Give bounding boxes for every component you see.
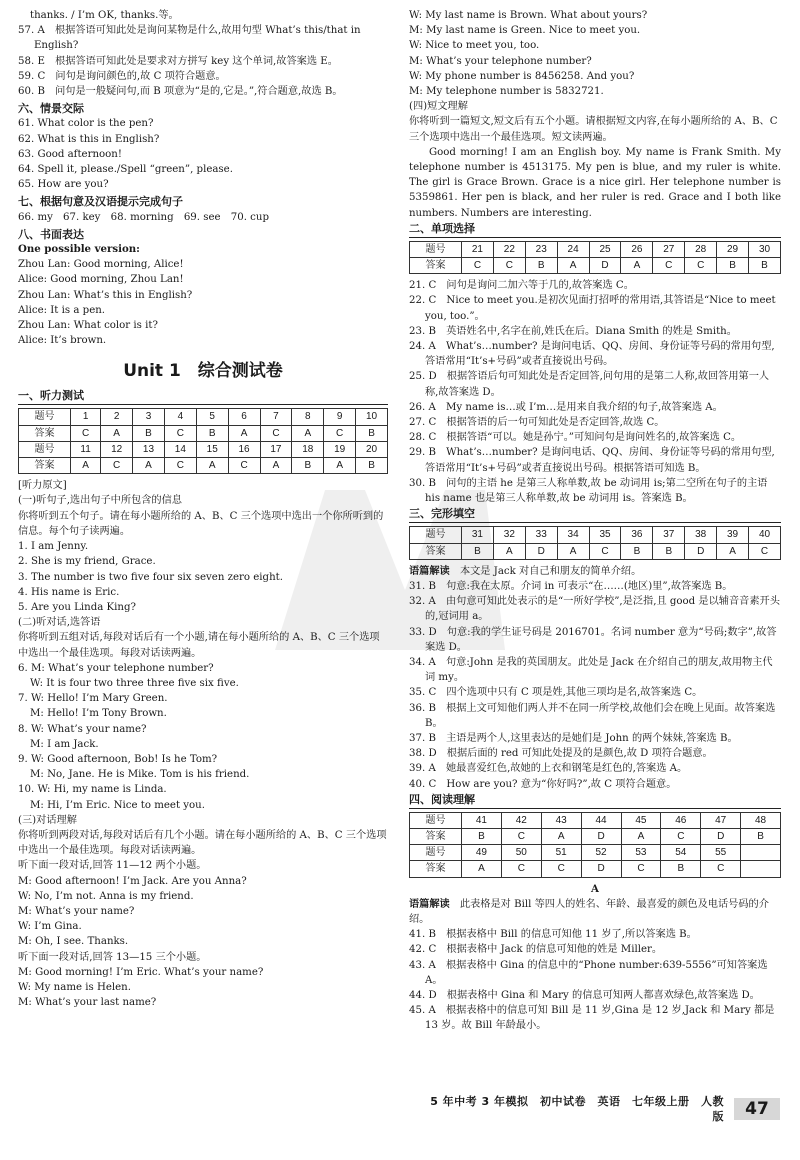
table-cell: C — [228, 458, 260, 474]
listening-text: W: My last name is Brown. What about yours? — [409, 10, 648, 21]
passage-text: Good morning! I am an English boy. My name is Frank Smith. My telephone number is 4513175. My pen is blue, and my ruler is white. The girl is Grace Brown. Grace is a nice girl. Her telephone number is 5359861. Her pen is black, and her ruler is red. Grace and I both like numbers. Numbers are interesting. — [409, 146, 781, 219]
answer-item: 35. C 四个选项中只有 C 项是姓,其他三项均是名,故答案选 C。 — [409, 687, 703, 699]
dialogue-line: Alice: It is a pen. — [18, 304, 106, 316]
table-row — [19, 409, 388, 425]
reading-note-label: 语篇解读 — [409, 565, 450, 577]
table-cell: C — [164, 425, 196, 441]
table-cell: 9 — [324, 409, 356, 425]
listening-text: M: No, Jane. He is Mike. Tom is his friend. — [30, 769, 250, 781]
listening-text: 4. His name is Eric. — [18, 586, 120, 598]
answer-table — [409, 526, 781, 559]
table-cell: D — [589, 258, 621, 274]
listening-text: 7. W: Hello! I’m Mary Green. — [18, 693, 168, 705]
table-cell: B — [356, 458, 388, 474]
section-heading: 二、单项选择 — [409, 221, 781, 238]
table-row — [410, 861, 781, 877]
table-cell: D — [701, 828, 741, 844]
table-cell: 42 — [501, 812, 541, 828]
table-cell: 3 — [133, 409, 165, 425]
table-cell: 4 — [164, 409, 196, 425]
listening-text: 你将听到五组对话,每段对话后有一个小题,请在每小题所给的 A、B、C 三个选项中选出一个最佳选项。每段对话读两遍。 — [18, 632, 380, 659]
listening-text: M: What’s your telephone number? — [409, 55, 592, 67]
table-cell: 53 — [621, 845, 661, 861]
listening-text: M: My last name is Green. Nice to meet you. — [409, 25, 641, 37]
section-heading: 三、完形填空 — [409, 506, 781, 523]
answer-item: 57. A 根据答语可知此处是询问某物是什么,故用句型 What’s this/that in English? — [18, 25, 361, 52]
table-cell: D — [525, 543, 557, 559]
answer-item: 63. Good afternoon! — [18, 148, 122, 160]
table-cell: 12 — [101, 441, 133, 457]
answer-item: 40. C How are you? 意为“你好吗?”,故 C 项符合题意。 — [409, 778, 677, 790]
listening-text: 听下面一段对话,回答 13—15 三个小题。 — [18, 951, 207, 963]
table-cell: 7 — [260, 409, 292, 425]
table-row — [410, 812, 781, 828]
dialogue-line: Zhou Lan: What color is it? — [18, 320, 158, 332]
answer-table — [409, 812, 781, 878]
table-cell: 24 — [557, 241, 589, 257]
table-cell: A — [541, 828, 581, 844]
listening-text: 你将听到两段对话,每段对话后有几个小题。请在每小题所给的 A、B、C 三个选项中选出一个最佳选项。每段对话读两遍。 — [18, 829, 387, 857]
listening-text: (一)听句子,选出句子中所包含的信息 — [18, 495, 182, 507]
page-footer — [420, 1094, 780, 1123]
listening-text: W: It is four two three three five six five. — [30, 677, 239, 689]
answer-item: 31. B 句意:我在太原。介词 in 可表示“在……(地区)里”,故答案选 B。 — [409, 580, 733, 592]
table-cell: 10 — [356, 409, 388, 425]
table-cell: B — [356, 425, 388, 441]
answer-item: 28. C 根据答语“可以。她是孙宁。”可知问句是询问姓名的,故答案选 C。 — [409, 432, 742, 444]
table-cell: 题号 — [19, 441, 71, 457]
unit-title: Unit 1 综合测试卷 — [123, 361, 283, 382]
answer-item: 42. C 根据表格中 Jack 的信息可知他的姓是 Miller。 — [409, 944, 663, 956]
table-cell: A — [260, 458, 292, 474]
table-cell: 16 — [228, 441, 260, 457]
table-cell: A — [557, 258, 589, 274]
table-cell: 39 — [717, 527, 749, 543]
dialogue-line: Alice: Good morning, Zhou Lan! — [18, 274, 184, 286]
table-cell: C — [661, 828, 701, 844]
listening-text: W: My name is Helen. — [18, 981, 131, 993]
table-cell: 33 — [525, 527, 557, 543]
table-cell: C — [749, 543, 781, 559]
listening-text: M: Good afternoon! I’m Jack. Are you Anna? — [18, 875, 247, 887]
table-cell: 题号 — [410, 241, 462, 257]
listening-text: 1. I am Jenny. — [18, 541, 89, 553]
table-cell: 52 — [581, 845, 621, 861]
table-cell: 17 — [260, 441, 292, 457]
left-column — [18, 8, 388, 1010]
table-cell: 43 — [541, 812, 581, 828]
table-cell: A — [196, 458, 228, 474]
table-cell: C — [71, 425, 101, 441]
listening-text: (四)短文理解 — [409, 101, 468, 113]
table-cell: 36 — [621, 527, 653, 543]
table-cell: B — [717, 258, 749, 274]
listening-text: M: What’s your last name? — [18, 997, 157, 1009]
table-cell: 题号 — [19, 409, 71, 425]
reading-note-text: 本文是 Jack 对自己和朋友的简单介绍。 — [459, 565, 642, 577]
listening-text: M: I am Jack. — [30, 738, 99, 750]
table-row — [410, 527, 781, 543]
table-row — [19, 425, 388, 441]
answer-item: 30. B 问句的主语 he 是第三人称单数,故 be 动词用 is;第二空所在句子的主语 his name 也是第三人称单数,故 be 动词用 is。答案选 B。 — [409, 477, 768, 505]
table-cell: 41 — [462, 812, 502, 828]
section-heading: 六、情景交际 — [18, 102, 84, 116]
answer-item: 26. A My name is…或 I’m…是用来自我介绍的句子,故答案选 A。 — [409, 401, 723, 413]
table-cell: 55 — [701, 845, 741, 861]
table-cell: 19 — [324, 441, 356, 457]
listening-text: 10. W: Hi, my name is Linda. — [18, 784, 167, 796]
section-heading: 一、听力测试 — [18, 388, 388, 405]
table-cell: 14 — [164, 441, 196, 457]
table-cell: 48 — [741, 812, 781, 828]
table-cell: C — [462, 258, 494, 274]
table-cell: C — [164, 458, 196, 474]
dialogue-line: Alice: It’s brown. — [18, 335, 107, 347]
answer-item: 39. A 她最喜爱红色,故她的上衣和钢笔是红色的,答案选 A。 — [409, 763, 688, 775]
page-number: 47 — [734, 1098, 780, 1120]
answer-item: 23. B 英语姓名中,名字在前,姓氏在后。Diana Smith 的姓是 Smith。 — [409, 325, 737, 337]
table-cell: A — [621, 828, 661, 844]
table-cell: B — [741, 828, 781, 844]
table-cell: 49 — [462, 845, 502, 861]
table-cell: C — [541, 861, 581, 877]
table-cell: B — [525, 258, 557, 274]
answer-table — [18, 408, 388, 474]
table-cell: C — [501, 861, 541, 877]
table-cell: B — [196, 425, 228, 441]
answer-item: 65. How are you? — [18, 179, 109, 191]
table-cell: 30 — [749, 241, 781, 257]
listening-text: [听力原文] — [18, 480, 67, 492]
table-cell: 32 — [493, 527, 525, 543]
listening-text: 2. She is my friend, Grace. — [18, 556, 156, 568]
footer-title: 5 年中考 3 年模拟 初中试卷 英语 七年级上册 人教版 — [430, 1094, 724, 1123]
table-row — [19, 441, 388, 457]
listening-text: 3. The number is two five four six seven zero eight. — [18, 571, 283, 583]
listening-text: 你将听到五个句子。请在每小题所给的 A、B、C 三个选项中选出一个你所听到的信息。每个句子读两遍。 — [18, 510, 384, 537]
table-cell: 26 — [621, 241, 653, 257]
table-cell: B — [661, 861, 701, 877]
answer-item: 44. D 根据表格中 Gina 和 Mary 的信息可知两人都喜欢绿色,故答案选 D。 — [409, 989, 760, 1001]
answer-item: 34. A 句意:John 是我的英国朋友。此处是 Jack 在介绍自己的朋友,故用物主代词 my。 — [409, 656, 773, 684]
answer-item: 24. A What’s…number? 是询问电话、QQ、房间、身份证等号码的常用句型,答语常用“It’s+号码”或者直接说出号码。 — [409, 341, 775, 368]
listening-text: W: I’m Gina. — [18, 921, 82, 933]
table-cell: C — [493, 258, 525, 274]
listening-text: 5. Are you Linda King? — [18, 601, 136, 613]
listening-text: M: Good morning! I’m Eric. What’s your name? — [18, 966, 264, 978]
listening-text: 6. M: What’s your telephone number? — [18, 662, 214, 674]
table-cell: B — [462, 543, 494, 559]
listening-text: M: Oh, I see. Thanks. — [18, 936, 129, 948]
table-cell: 答案 — [410, 258, 462, 274]
table-cell: 6 — [228, 409, 260, 425]
table-cell: C — [589, 543, 621, 559]
table-cell: 31 — [462, 527, 494, 543]
table-cell: 18 — [292, 441, 324, 457]
table-cell: 38 — [685, 527, 717, 543]
answer-item: 21. C 问句是询问二加六等于几的,故答案选 C。 — [409, 280, 634, 292]
table-cell: 15 — [196, 441, 228, 457]
reading-note — [409, 564, 781, 579]
table-cell: B — [749, 258, 781, 274]
table-cell: A — [324, 458, 356, 474]
table-cell: D — [685, 543, 717, 559]
table-cell: 23 — [525, 241, 557, 257]
table-cell: A — [228, 425, 260, 441]
table-cell: 34 — [557, 527, 589, 543]
answer-item: 62. What is this in English? — [18, 133, 160, 145]
table-cell: 27 — [653, 241, 685, 257]
answer-item: 33. D 句意:我的学生证号码是 2016701。名词 number 意为“号码;数字”,故答案选 D。 — [409, 626, 777, 653]
table-cell: A — [133, 458, 165, 474]
answer-item: 36. B 根据上文可知他们两人并不在同一所学校,故他们会在晚上见面。故答案选 B。 — [409, 702, 776, 729]
table-cell: A — [717, 543, 749, 559]
table-cell: 40 — [749, 527, 781, 543]
table-cell: C — [501, 828, 541, 844]
table-cell: 答案 — [410, 828, 462, 844]
listening-text: (三)对话理解 — [18, 814, 77, 826]
answer-item: 59. C 问句是询问颜色的,故 C 项符合题意。 — [18, 70, 226, 82]
table-cell: C — [685, 258, 717, 274]
table-cell: 8 — [292, 409, 324, 425]
table-cell: 37 — [653, 527, 685, 543]
answer-item: 61. What color is the pen? — [18, 118, 154, 130]
table-cell: 20 — [356, 441, 388, 457]
table-cell: 46 — [661, 812, 701, 828]
table-cell: 44 — [581, 812, 621, 828]
right-column — [409, 8, 781, 1034]
table-row — [410, 241, 781, 257]
answer-item: 37. B 主语是两个人,这里表达的是她们是 John 的两个妹妹,答案选 B。 — [409, 732, 738, 744]
table-cell: 1 — [71, 409, 101, 425]
table-cell: 5 — [196, 409, 228, 425]
section-heading: 四、阅读理解 — [409, 792, 781, 809]
table-cell: 25 — [589, 241, 621, 257]
answer-item: 29. B What’s…number? 是询问电话、QQ、房间、身份证等号码的常用句型,答语常用“It’s+号码”或者直接说出号码。根据答语可知选 B。 — [409, 447, 775, 474]
table-cell: 28 — [685, 241, 717, 257]
answer-item: 58. E 根据答语可知此处是要求对方拼写 key 这个单词,故答案选 E。 — [18, 55, 338, 67]
reading-note-text: 此表格是对 Bill 等四人的姓名、年龄、最喜爱的颜色及电话号码的介绍。 — [409, 898, 769, 925]
table-cell — [741, 845, 781, 861]
table-cell: C — [324, 425, 356, 441]
table-cell: B — [292, 458, 324, 474]
dialogue-line: Zhou Lan: Good morning, Alice! — [18, 259, 184, 271]
answer-item: 45. A 根据表格中的信息可知 Bill 是 11 岁,Gina 是 12 岁,Jack 和 Mary 都是 13 岁。故 Bill 年龄最小。 — [409, 1005, 775, 1032]
table-cell: C — [101, 458, 133, 474]
table-cell: B — [462, 828, 502, 844]
section-heading: 八、书面表达 — [18, 227, 84, 241]
listening-text: 你将听到一篇短文,短文后有五个小题。请根据短文内容,在每小题所给的 A、B、C 三个选项中选出一个最佳选项。短文读两遍。 — [409, 116, 778, 143]
answer-item: 43. A 根据表格中 Gina 的信息中的“Phone number:639-5556”可知答案选 A。 — [409, 959, 768, 986]
table-cell: 题号 — [410, 812, 462, 828]
answer-item: 25. D 根据答语后句可知此处是否定回答,问句用的是第二人称,故回答用第一人称,故答案选 D。 — [409, 371, 770, 398]
table-cell: 21 — [462, 241, 494, 257]
listening-text: M: Hello! I’m Tony Brown. — [30, 708, 167, 720]
table-cell: C — [621, 861, 661, 877]
reading-note-label: 语篇解读 — [409, 898, 450, 910]
answer-line: 66. my 67. key 68. morning 69. see 70. cup — [18, 211, 269, 223]
section-heading: 七、根据句意及汉语提示完成句子 — [18, 195, 183, 209]
table-row — [19, 458, 388, 474]
listening-text: 听下面一段对话,回答 11—12 两个小题。 — [18, 860, 207, 872]
table-cell: 题号 — [410, 527, 462, 543]
table-row — [410, 828, 781, 844]
table-cell: B — [133, 425, 165, 441]
table-cell: 54 — [661, 845, 701, 861]
table-cell: 50 — [501, 845, 541, 861]
reading-note — [409, 897, 781, 927]
table-cell: 13 — [133, 441, 165, 457]
table-cell: 22 — [493, 241, 525, 257]
table-cell: 答案 — [410, 543, 462, 559]
answer-item: 27. C 根据答语的后一句可知此处是否定回答,故选 C。 — [409, 417, 665, 429]
table-row — [410, 845, 781, 861]
table-cell: 51 — [541, 845, 581, 861]
table-row — [410, 543, 781, 559]
answer-item: 64. Spell it, please./Spell “green”, please. — [18, 164, 233, 176]
listening-text: 9. W: Good afternoon, Bob! Is he Tom? — [18, 753, 218, 765]
answer-line: thanks. / I’m OK, thanks.等。 — [30, 10, 179, 21]
answer-item: 32. A 由句意可知此处表示的是“一所好学校”,是泛指,且 good 是以辅音音素开头的,冠词用 a。 — [409, 596, 780, 623]
table-cell: C — [701, 861, 741, 877]
table-cell: A — [493, 543, 525, 559]
table-cell: A — [462, 861, 502, 877]
listening-text: M: Hi, I’m Eric. Nice to meet you. — [30, 799, 205, 811]
table-row — [410, 258, 781, 274]
table-cell: 答案 — [19, 458, 71, 474]
table-cell: 47 — [701, 812, 741, 828]
table-cell — [741, 861, 781, 877]
table-cell: B — [653, 543, 685, 559]
table-cell: 11 — [71, 441, 101, 457]
listening-text: W: My phone number is 8456258. And you? — [409, 70, 635, 82]
table-cell: C — [260, 425, 292, 441]
table-cell: B — [621, 543, 653, 559]
listening-text: (二)听对话,选答语 — [18, 617, 101, 629]
table-cell: A — [621, 258, 653, 274]
dialogue-line: Zhou Lan: What’s this in English? — [18, 289, 193, 301]
table-cell: A — [71, 458, 101, 474]
table-cell: C — [653, 258, 685, 274]
table-cell: 答案 — [410, 861, 462, 877]
table-cell: D — [581, 828, 621, 844]
table-cell: A — [101, 425, 133, 441]
answer-item: 41. B 根据表格中 Bill 的信息可知他 11 岁了,所以答案选 B。 — [409, 929, 697, 941]
table-cell: 35 — [589, 527, 621, 543]
table-cell: 答案 — [19, 425, 71, 441]
table-cell: A — [557, 543, 589, 559]
answer-item: 60. B 问句是一般疑问句,而 B 项意为“是的,它是。”,符合题意,故选 B。 — [18, 86, 343, 98]
listening-text: M: My telephone number is 5832721. — [409, 86, 604, 98]
listening-text: 8. W: What’s your name? — [18, 723, 147, 735]
table-cell: D — [581, 861, 621, 877]
part-label: A — [591, 882, 599, 895]
answer-item: 22. C Nice to meet you.是初次见面打招呼的常用语,其答语是“Nice to meet you, too.”。 — [409, 295, 776, 322]
table-cell: A — [292, 425, 324, 441]
table-cell: 题号 — [410, 845, 462, 861]
answer-table — [409, 241, 781, 274]
table-cell: 2 — [101, 409, 133, 425]
table-cell: 29 — [717, 241, 749, 257]
answer-item: 38. D 根据后面的 red 可知此处提及的是颜色,故 D 项符合题意。 — [409, 748, 713, 760]
table-cell: 45 — [621, 812, 661, 828]
listening-text: W: No, I’m not. Anna is my friend. — [18, 890, 194, 902]
listening-text: W: Nice to meet you, too. — [409, 40, 540, 52]
listening-text: M: What’s your name? — [18, 905, 135, 917]
version-label: One possible version: — [18, 243, 140, 256]
